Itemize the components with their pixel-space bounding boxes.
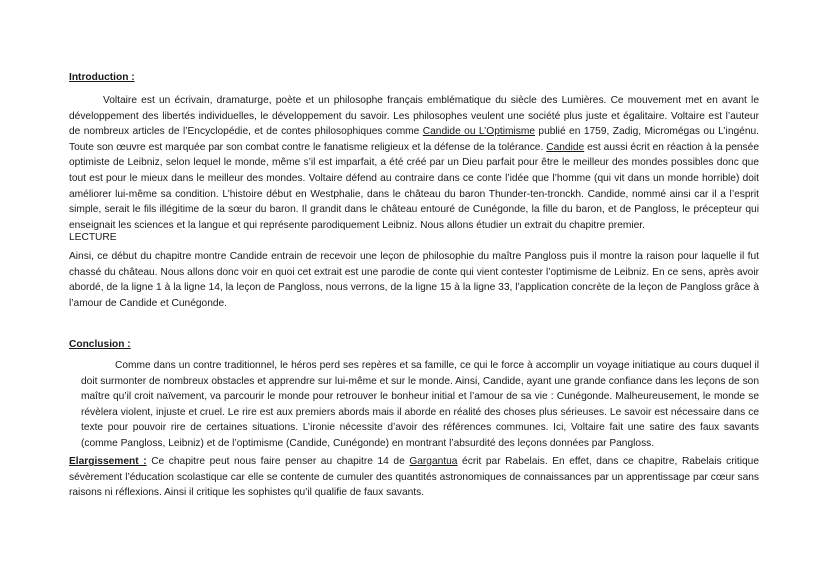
elargissement-label: Elargissement : [69,456,147,467]
introduction-heading: Introduction : [69,72,135,83]
intro-text-2: publié en 1759, Zadig, Micromégas ou L’ingénu. Toute son œuvre est marquée par son combat contre le fanatisme religieux et la défense de la tolérance. [69,126,759,153]
candide-link[interactable]: Candide [546,141,585,153]
lecture-paragraph: Ainsi, ce début du chapitre montre Candide entrain de recevoir une leçon de philosophie du maître Pangloss puis il montre la raison pour laquelle il fut chassé du château. Nous allons donc voir en quoi cet extrait est une parodie de conte qui vient contester l’optimisme de Leibniz. En ce sens, après avoir abordé, de la ligne 1 à la ligne 14, la leçon de Pangloss, nous verrons, de la ligne 15 à la ligne 33, l’application concrète de la leçon de Pangloss grâce à l’amour de Candide et Cunégonde. [69,251,759,309]
elargissement-text-2: écrit par Rabelais. En effet, dans ce chapitre, Rabelais critique sévèrement l’éducation scolastique car elle se contente de cumuler des quantités astronomiques de connaissances par un apprentissage par cœur sans raisons ni réflexions. Ainsi il critique les sophistes qu’il qualifie de faux savants. [69,456,759,499]
elargissement-paragraph [69,454,759,501]
candide-ou-optimisme-link[interactable]: Candide ou L’Optimisme [422,126,535,138]
intro-text-3: est aussi écrit en réaction à la pensée optimiste de Leibniz, selon lequel le monde, même s’il est imparfait, a été créé par un Dieu parfait pour être le meilleur des mondes possibles donc que tout est pour le mieux dans le meilleur des mondes. Voltaire défend au contraire dans ce conte l’idée que l’homme (qui vit dans un monde horrible) doit améliorer lui-même sa condition. L’histoire début en Westphalie, dans le château du baron Thunder-ten-tronckh. Candide, nommé ainsi car il a l’esprit simple, serait le fils illégitime de la sœur du baron. Il grandit dans le château entouré de Cunégonde, la fille du baron, et de Pangloss, le précepteur qui enseignait les sciences et la langue et qui représente parodiquement Leibniz. Nous allons étudier un extrait du chapitre premier. [69,141,759,231]
intro-text-1: Voltaire est un écrivain, dramaturge, poète et un philosophe français emblématique du siècle des Lumières. Ce mouvement met en avant le développement des libertés individuelles, le développement du savoir. Les philosophes veulent une société plus juste et égalitaire. Voltaire est l’auteur de nombreux articles de l’Encyclopédie, et de contes philosophiques comme [69,95,759,138]
elargissement-text-1: Ce chapitre peut nous faire penser au chapitre 14 de [146,456,410,467]
introduction-paragraph [69,93,759,233]
conclusion-paragraph: Comme dans un contre traditionnel, le héros perd ses repères et sa famille, ce qui le force à accomplir un voyage initiatique au cours duquel il doit surmonter de nombreux obstacles et apprendre sur lui-même et sur le monde. Ainsi, Candide, ayant une grande confiance dans les leçons de son maître qu’il croit naïvement, va parcourir le monde pour retrouver le bonheur initial et l’amour de sa vie : Cunégonde. Malheureusement, le monde se révèlera violent, injuste et cruel. Le rire est aux premiers abords mais il aborde en réalité des choses plus sérieuses. Le savoir est nécessaire dans ce texte pour pouvoir rire de certaines situations. L’ironie nécessite d’avoir des références communes. Ici, Voltaire fait une satire des faux savants (comme Pangloss, Leibniz) et de l’optimisme (Candide, Cunégonde) en montrant l’absurdité des leçons données par Pangloss. [81,360,759,449]
lecture-label: LECTURE [69,232,117,243]
conclusion-heading: Conclusion : [69,339,131,350]
gargantua-link[interactable]: Gargantua [409,456,458,467]
